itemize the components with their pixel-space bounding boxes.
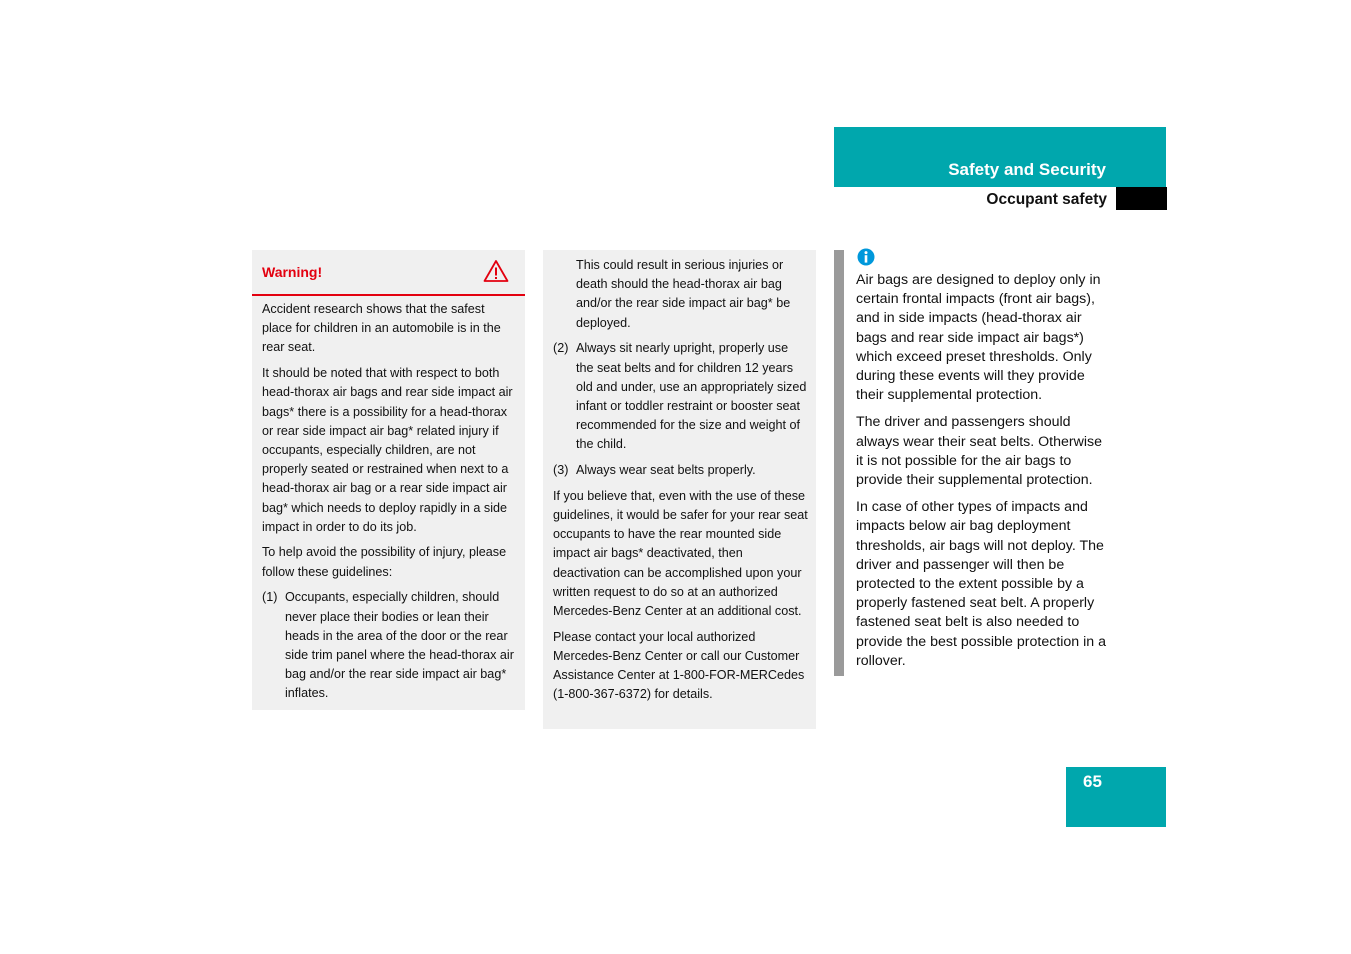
warning-paragraph-1: Accident research shows that the safest place for children in an automobile is in the rear seat. xyxy=(262,302,501,355)
warning-paragraph-2: It should be noted that with respect to both head-thorax air bags and rear side impact air bags* there is a possibility for a head-thorax or rear side impact air bag* related injury if occupants, especially children, are not properly seated or restrained when next to a head-thorax air bag or a rear side impact air bag* which needs to deploy rapidly in a side impact in order to do its job. xyxy=(262,366,513,534)
warning-header xyxy=(252,250,525,296)
warning-paragraph-4: If you believe that, even with the use of these guidelines, it would be safer for your rear seat occupants to have the rear mounted side impact air bags* deactivated, then deactivation can be accomplished upon your written request to do so at an authorized Mercedes-Benz Center at an additional cost. xyxy=(553,488,808,618)
warning-label: Warning! xyxy=(262,264,323,280)
guideline-item-1 xyxy=(262,588,517,703)
guideline-text: Always wear seat belts properly. xyxy=(576,463,756,478)
warning-triangle-icon xyxy=(483,259,509,288)
section-header xyxy=(834,127,1166,187)
subsection-marker xyxy=(1116,187,1167,210)
guideline-item-2 xyxy=(553,339,808,454)
info-icon xyxy=(857,248,875,271)
warning-box xyxy=(252,250,525,710)
guideline-item-3 xyxy=(553,461,808,480)
subsection-title: Occupant safety xyxy=(986,191,1107,208)
guideline-text: Always sit nearly upright, properly use the seat belts and for children 12 years old and under, use an appropriately sized infant or toddler restraint or booster seat recommended for the size and weight of the child. xyxy=(576,341,807,452)
warning-paragraph-5: Please contact your local authorized Mercedes-Benz Center or call our Customer Assistance Center at 1-800-FOR-MERCedes (1-800-367-6372) for details. xyxy=(553,629,805,702)
info-paragraph-2: The driver and passengers should always wear their seat belts. Otherwise it is not possible for the air bags to provide their supplemental protection. xyxy=(856,414,1103,489)
info-sidebar-bar xyxy=(834,250,844,676)
info-paragraph-3: In case of other types of impacts and impacts below air bag deployment thresholds, air bags will not deploy. The driver and passenger will then be protected to the extent possible by a properly fastened seat belt. A properly fastened seat belt is also needed to provide the best possible protection in a rollover. xyxy=(856,499,1107,669)
guideline-number: (1) xyxy=(262,590,278,605)
page-number: 65 xyxy=(1083,772,1102,791)
section-title: Safety and Security xyxy=(948,160,1106,179)
guideline-1-continued: This could result in serious injuries or death should the head-thorax air bag and/or the rear side impact air bag* be deployed. xyxy=(576,258,791,330)
guideline-number: (2) xyxy=(553,341,569,356)
guideline-text: Occupants, especially children, should never place their bodies or lean their heads in the area of the door or the rear side trim panel where the head-thorax air bag and/or the rear side impact air bag* inflates. xyxy=(285,590,514,701)
info-note xyxy=(856,271,1112,679)
warning-paragraph-3: To help avoid the possibility of injury, please follow these guidelines: xyxy=(262,545,507,579)
guideline-number: (3) xyxy=(553,463,569,478)
info-paragraph-1: Air bags are designed to deploy only in certain frontal impacts (front air bags), and in side impacts (head-thorax air bags and rear side impact air bags*) which exceed preset thresholds. Only during these events will they provide their supplemental protection. xyxy=(856,272,1101,404)
warning-box-continued xyxy=(543,250,816,729)
page-number-box xyxy=(1066,767,1166,827)
